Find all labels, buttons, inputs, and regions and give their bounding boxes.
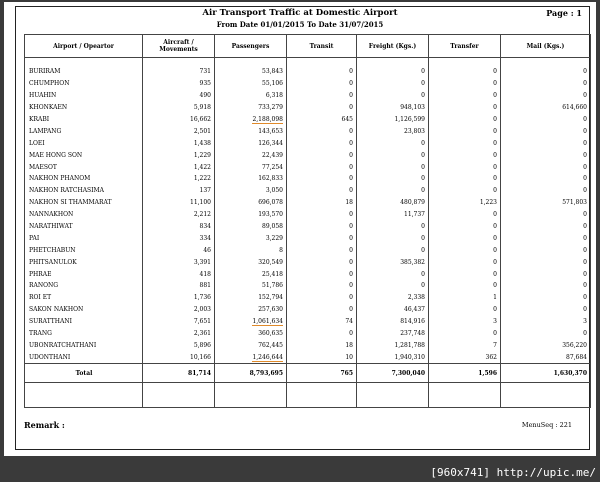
cell-mail: 0 [501, 268, 591, 280]
cell-aircraft: 11,100 [143, 197, 215, 209]
cell-freight: 948,103 [357, 102, 429, 114]
cell-transit: 0 [287, 221, 357, 233]
cell-transfer: 0 [429, 149, 501, 161]
cell-freight: 0 [357, 268, 429, 280]
total-passengers: 8,793,695 [215, 364, 287, 383]
cell-airport: CHUMPHON [25, 78, 143, 90]
cell-aircraft: 834 [143, 221, 215, 233]
cell-freight: 0 [357, 185, 429, 197]
cell-passengers: 3,050 [215, 185, 287, 197]
cell-aircraft: 334 [143, 232, 215, 244]
table-row [25, 149, 591, 161]
table-row [25, 339, 591, 351]
cell-freight: 1,281,788 [357, 339, 429, 351]
watermark-text: [960x741] http://upic.me/ [430, 466, 596, 479]
cell-mail: 0 [501, 209, 591, 221]
cell-freight: 0 [357, 149, 429, 161]
cell-transit: 0 [287, 328, 357, 340]
cell-aircraft: 46 [143, 244, 215, 256]
cell-freight: 0 [357, 137, 429, 149]
cell-transfer: 0 [429, 209, 501, 221]
cell-mail: 0 [501, 114, 591, 126]
cell-transit: 10 [287, 351, 357, 363]
table-row [25, 137, 591, 149]
highlighted-passengers: 1,061,634 [252, 318, 283, 326]
cell-mail: 571,803 [501, 197, 591, 209]
cell-transfer: 0 [429, 256, 501, 268]
total-aircraft: 81,714 [143, 364, 215, 383]
header-airport: Airport / Opeartor [25, 35, 143, 58]
cell-freight: 0 [357, 244, 429, 256]
table-row [25, 197, 591, 209]
cell-mail: 0 [501, 328, 591, 340]
header-passengers: Passengers [215, 35, 287, 58]
cell-transfer: 0 [429, 280, 501, 292]
cell-freight: 1,940,310 [357, 351, 429, 363]
cell-transfer: 0 [429, 125, 501, 137]
cell-transfer: 0 [429, 244, 501, 256]
cell-transfer: 0 [429, 221, 501, 233]
cell-mail: 614,660 [501, 102, 591, 114]
cell-transfer: 0 [429, 102, 501, 114]
cell-transit: 0 [287, 102, 357, 114]
table-row [25, 256, 591, 268]
cell-mail: 0 [501, 244, 591, 256]
cell-mail: 0 [501, 125, 591, 137]
remark-label: Remark : [24, 420, 65, 430]
cell-freight: 0 [357, 173, 429, 185]
cell-passengers: 22,439 [215, 149, 287, 161]
cell-mail: 0 [501, 232, 591, 244]
cell-freight: 0 [357, 78, 429, 90]
cell-passengers: 6,318 [215, 90, 287, 102]
cell-passengers: 257,630 [215, 304, 287, 316]
cell-aircraft: 1,222 [143, 173, 215, 185]
table-row [25, 114, 591, 126]
cell-transit: 0 [287, 125, 357, 137]
cell-transit: 0 [287, 161, 357, 173]
cell-transfer: 0 [429, 328, 501, 340]
cell-transit: 0 [287, 232, 357, 244]
cell-mail: 356,220 [501, 339, 591, 351]
cell-mail: 0 [501, 292, 591, 304]
table-body [25, 58, 591, 364]
cell-aircraft: 2,003 [143, 304, 215, 316]
cell-mail: 0 [501, 304, 591, 316]
table-row [25, 66, 591, 78]
cell-aircraft: 1,736 [143, 292, 215, 304]
cell-aircraft: 881 [143, 280, 215, 292]
cell-transfer: 0 [429, 114, 501, 126]
cell-freight: 1,126,599 [357, 114, 429, 126]
cell-freight: 0 [357, 90, 429, 102]
traffic-table [24, 34, 591, 408]
cell-freight: 11,737 [357, 209, 429, 221]
table-row [25, 209, 591, 221]
cell-airport: LOEI [25, 137, 143, 149]
cell-mail: 0 [501, 280, 591, 292]
cell-aircraft: 5,918 [143, 102, 215, 114]
table-row [25, 351, 591, 363]
highlighted-passengers: 1,246,644 [252, 353, 283, 361]
header-mail: Mail (Kgs.) [501, 35, 591, 58]
cell-freight: 237,748 [357, 328, 429, 340]
spacer-row [25, 58, 591, 67]
cell-airport: KRABI [25, 114, 143, 126]
table-row [25, 232, 591, 244]
cell-passengers: 320,549 [215, 256, 287, 268]
cell-airport: NAKHON SI THAMMARAT [25, 197, 143, 209]
cell-airport: HUAHIN [25, 90, 143, 102]
cell-aircraft: 1,229 [143, 149, 215, 161]
header-transit: Transit [287, 35, 357, 58]
cell-transit: 0 [287, 173, 357, 185]
cell-passengers: 733,279 [215, 102, 287, 114]
cell-airport: UBONRATCHATHANI [25, 339, 143, 351]
total-row [25, 364, 591, 383]
report-page [4, 2, 596, 456]
header-aircraft: Aircraft / Movements [143, 35, 215, 58]
total-transfer: 1,596 [429, 364, 501, 383]
cell-passengers: 152,794 [215, 292, 287, 304]
cell-passengers: 51,786 [215, 280, 287, 292]
blank-row [25, 383, 591, 408]
table-header-row [25, 35, 591, 58]
cell-passengers: 162,833 [215, 173, 287, 185]
cell-transfer: 0 [429, 161, 501, 173]
cell-airport: UDONTHANI [25, 351, 143, 363]
cell-mail: 3 [501, 316, 591, 328]
cell-mail: 0 [501, 78, 591, 90]
table-row [25, 292, 591, 304]
cell-passengers: 696,078 [215, 197, 287, 209]
cell-transfer: 0 [429, 268, 501, 280]
cell-freight: 0 [357, 280, 429, 292]
cell-aircraft: 7,651 [143, 316, 215, 328]
menu-seq: MenuSeq : 221 [521, 421, 572, 429]
total-transit: 765 [287, 364, 357, 383]
cell-transfer: 3 [429, 316, 501, 328]
cell-freight: 0 [357, 161, 429, 173]
cell-airport: KHONKAEN [25, 102, 143, 114]
table-row [25, 173, 591, 185]
cell-airport: LAMPANG [25, 125, 143, 137]
cell-passengers: 77,254 [215, 161, 287, 173]
cell-aircraft: 10,166 [143, 351, 215, 363]
cell-aircraft: 1,438 [143, 137, 215, 149]
cell-passengers: 193,570 [215, 209, 287, 221]
cell-airport: PHITSANULOK [25, 256, 143, 268]
cell-transfer: 0 [429, 137, 501, 149]
cell-passengers: 3,229 [215, 232, 287, 244]
cell-airport: RANONG [25, 280, 143, 292]
cell-freight: 0 [357, 66, 429, 78]
cell-passengers [215, 114, 287, 126]
cell-transit: 18 [287, 197, 357, 209]
cell-freight: 480,879 [357, 197, 429, 209]
cell-transit: 74 [287, 316, 357, 328]
cell-airport: SAKON NAKHON [25, 304, 143, 316]
cell-airport: PHRAE [25, 268, 143, 280]
cell-mail: 0 [501, 149, 591, 161]
cell-aircraft: 3,391 [143, 256, 215, 268]
cell-mail: 0 [501, 185, 591, 197]
cell-airport: SURATTHANI [25, 316, 143, 328]
cell-transit: 0 [287, 209, 357, 221]
cell-aircraft: 5,896 [143, 339, 215, 351]
cell-passengers: 25,418 [215, 268, 287, 280]
cell-transit: 0 [287, 66, 357, 78]
cell-passengers: 89,058 [215, 221, 287, 233]
cell-freight: 0 [357, 232, 429, 244]
cell-transit: 0 [287, 256, 357, 268]
cell-aircraft: 2,361 [143, 328, 215, 340]
cell-transit: 0 [287, 268, 357, 280]
cell-airport: MAESOT [25, 161, 143, 173]
cell-transit: 0 [287, 185, 357, 197]
cell-transfer: 0 [429, 90, 501, 102]
cell-aircraft: 1,422 [143, 161, 215, 173]
table-row [25, 161, 591, 173]
cell-mail: 0 [501, 90, 591, 102]
cell-freight: 23,803 [357, 125, 429, 137]
cell-transfer: 1 [429, 292, 501, 304]
cell-mail: 0 [501, 173, 591, 185]
cell-airport: MAE HONG SON [25, 149, 143, 161]
cell-aircraft: 490 [143, 90, 215, 102]
cell-passengers: 55,106 [215, 78, 287, 90]
cell-transit: 0 [287, 280, 357, 292]
cell-transit: 18 [287, 339, 357, 351]
cell-freight: 0 [357, 221, 429, 233]
cell-aircraft: 16,662 [143, 114, 215, 126]
table-row [25, 221, 591, 233]
cell-mail: 0 [501, 221, 591, 233]
table-row [25, 102, 591, 114]
cell-mail: 0 [501, 256, 591, 268]
cell-passengers: 126,344 [215, 137, 287, 149]
cell-airport: ROI ET [25, 292, 143, 304]
page-number: Page : 1 [546, 8, 582, 18]
cell-freight: 814,916 [357, 316, 429, 328]
cell-transit: 0 [287, 90, 357, 102]
cell-airport: NARATHIWAT [25, 221, 143, 233]
cell-passengers [215, 316, 287, 328]
header-transfer: Transfer [429, 35, 501, 58]
header-freight: Freight (Kgs.) [357, 35, 429, 58]
cell-airport: TRANG [25, 328, 143, 340]
cell-airport: NAKHON PHANOM [25, 173, 143, 185]
cell-transfer: 362 [429, 351, 501, 363]
cell-transfer: 0 [429, 78, 501, 90]
table-row [25, 280, 591, 292]
table-row [25, 78, 591, 90]
cell-freight: 385,382 [357, 256, 429, 268]
report-date-range: From Date 01/01/2015 To Date 31/07/2015 [216, 20, 384, 29]
table-row [25, 244, 591, 256]
cell-passengers [215, 351, 287, 363]
cell-freight: 2,338 [357, 292, 429, 304]
cell-aircraft: 731 [143, 66, 215, 78]
cell-aircraft: 935 [143, 78, 215, 90]
cell-transit: 0 [287, 137, 357, 149]
report-title: Air Transport Traffic at Domestic Airport [202, 8, 398, 18]
table-row [25, 90, 591, 102]
total-label: Total [25, 364, 143, 383]
cell-passengers: 360,635 [215, 328, 287, 340]
cell-airport: PAI [25, 232, 143, 244]
total-freight: 7,300,040 [357, 364, 429, 383]
cell-freight: 46,437 [357, 304, 429, 316]
cell-transfer: 0 [429, 185, 501, 197]
cell-airport: NAKHON RATCHASIMA [25, 185, 143, 197]
cell-transit: 0 [287, 149, 357, 161]
table-row [25, 268, 591, 280]
table-row [25, 125, 591, 137]
cell-passengers: 143,653 [215, 125, 287, 137]
cell-transfer: 1,223 [429, 197, 501, 209]
cell-airport: NANNAKHON [25, 209, 143, 221]
cell-transfer: 0 [429, 66, 501, 78]
cell-aircraft: 2,501 [143, 125, 215, 137]
cell-transfer: 0 [429, 173, 501, 185]
cell-passengers: 8 [215, 244, 287, 256]
cell-airport: BURIRAM [25, 66, 143, 78]
cell-transfer: 0 [429, 232, 501, 244]
cell-transit: 0 [287, 78, 357, 90]
cell-aircraft: 418 [143, 268, 215, 280]
table-row [25, 328, 591, 340]
cell-aircraft: 137 [143, 185, 215, 197]
cell-transit: 0 [287, 292, 357, 304]
cell-transfer: 0 [429, 304, 501, 316]
cell-mail: 0 [501, 161, 591, 173]
cell-transfer: 7 [429, 339, 501, 351]
cell-transit: 0 [287, 304, 357, 316]
cell-transit: 645 [287, 114, 357, 126]
cell-passengers: 53,843 [215, 66, 287, 78]
cell-aircraft: 2,212 [143, 209, 215, 221]
total-mail: 1,630,370 [501, 364, 591, 383]
cell-mail: 87,684 [501, 351, 591, 363]
cell-mail: 0 [501, 137, 591, 149]
cell-passengers: 762,445 [215, 339, 287, 351]
highlighted-passengers: 2,188,098 [252, 116, 283, 123]
cell-airport: PHETCHABUN [25, 244, 143, 256]
table-row [25, 304, 591, 316]
cell-mail: 0 [501, 66, 591, 78]
table-row [25, 185, 591, 197]
table-row [25, 316, 591, 328]
cell-transit: 0 [287, 244, 357, 256]
